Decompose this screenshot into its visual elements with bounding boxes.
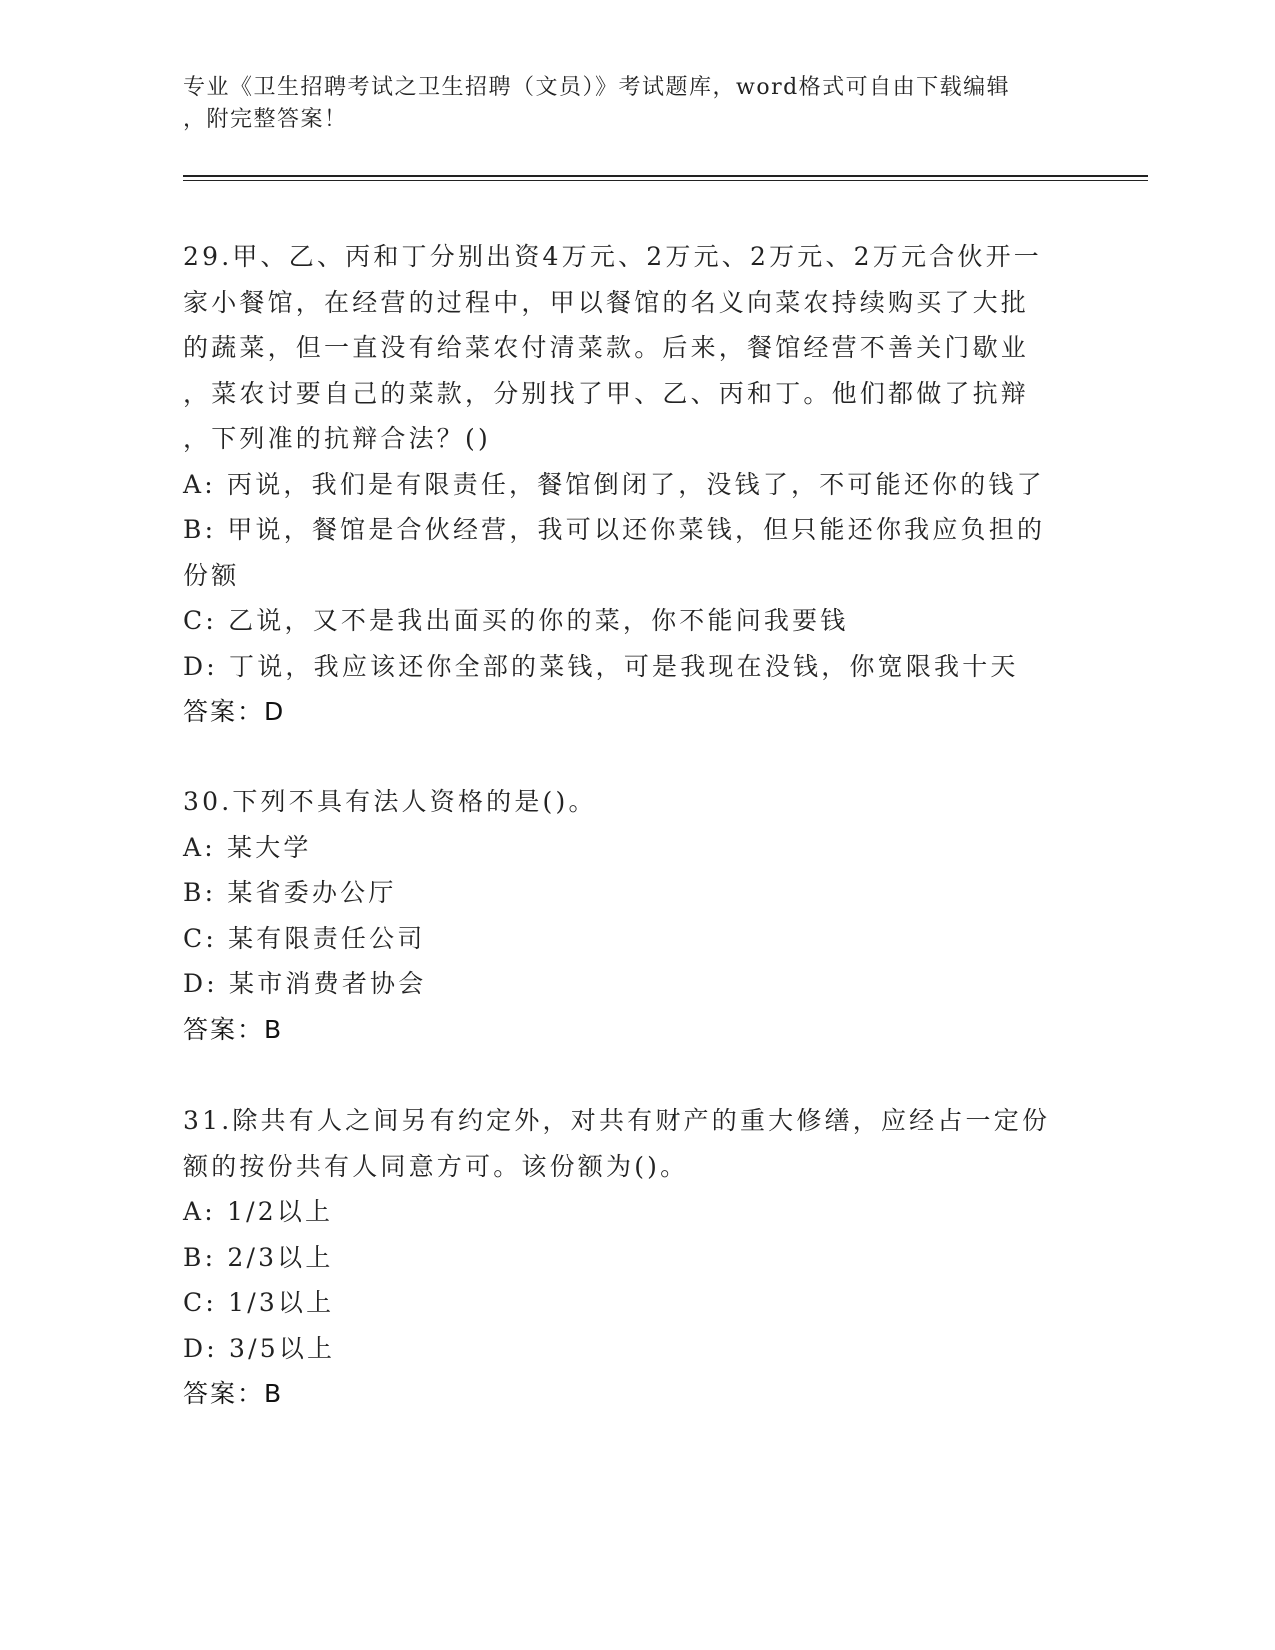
header-divider-bottom <box>183 180 1148 181</box>
question-29 <box>183 234 1083 735</box>
option-a: A: 1/2以上 <box>183 1197 334 1226</box>
question-stem-line: 家小餐馆，在经营的过程中，甲以餐馆的名义向菜农持续购买了大批 <box>183 287 1030 317</box>
option-d: D: 3/5以上 <box>183 1333 336 1363</box>
question-30 <box>183 779 1083 1052</box>
option-b-continued: 份额 <box>183 560 240 590</box>
header-line-1: 专业《卫生招聘考试之卫生招聘（文员）》考试题库，word格式可自由下载编辑 <box>183 75 1011 100</box>
header-line-2: ，附完整答案！ <box>183 107 348 132</box>
answer-label: 答案：B <box>183 1379 284 1408</box>
question-stem-line: 30.下列不具有法人资格的是()。 <box>183 787 597 816</box>
option-a: A: 丙说，我们是有限责任，餐馆倒闭了，没钱了，不可能还你的钱了 <box>183 469 1045 499</box>
question-stem-line: 29.甲、乙、丙和丁分别出资4万元、2万元、2万元、2万元合伙开一 <box>183 242 1042 271</box>
question-stem-line: 31.除共有人之间另有约定外，对共有财产的重大修缮，应经占一定份 <box>183 1106 1051 1135</box>
option-d: D: 丁说，我应该还你全部的菜钱，可是我现在没钱，你宽限我十天 <box>183 651 1019 681</box>
option-d: D: 某市消费者协会 <box>183 969 427 998</box>
option-b: B: 某省委办公厅 <box>183 878 397 907</box>
option-a: A: 某大学 <box>183 832 312 862</box>
option-b: B: 2/3以上 <box>183 1242 334 1272</box>
answer-label: 答案：B <box>183 1014 284 1044</box>
question-stem-line: ，下列准的抗辩合法？() <box>183 424 491 453</box>
option-b: B: 甲说，餐馆是合伙经营，我可以还你菜钱，但只能还你我应负担的 <box>183 515 1046 544</box>
question-stem-line: 额的按份共有人同意方可。该份额为()。 <box>183 1151 689 1181</box>
option-c: C: 某有限责任公司 <box>183 923 426 953</box>
header-divider-top <box>183 175 1148 177</box>
question-31 <box>183 1098 1083 1417</box>
answer-label: 答案：D <box>183 697 286 726</box>
option-c: C: 1/3以上 <box>183 1288 335 1317</box>
option-c: C: 乙说，又不是我出面买的你的菜，你不能问我要钱 <box>183 606 849 635</box>
question-stem-line: ，菜农讨要自己的菜款，分别找了甲、乙、丙和丁。他们都做了抗辩 <box>183 378 1030 408</box>
document-header <box>183 72 1063 136</box>
question-stem-line: 的蔬菜，但一直没有给菜农付清菜款。后来，餐馆经营不善关门歇业 <box>183 333 1030 362</box>
